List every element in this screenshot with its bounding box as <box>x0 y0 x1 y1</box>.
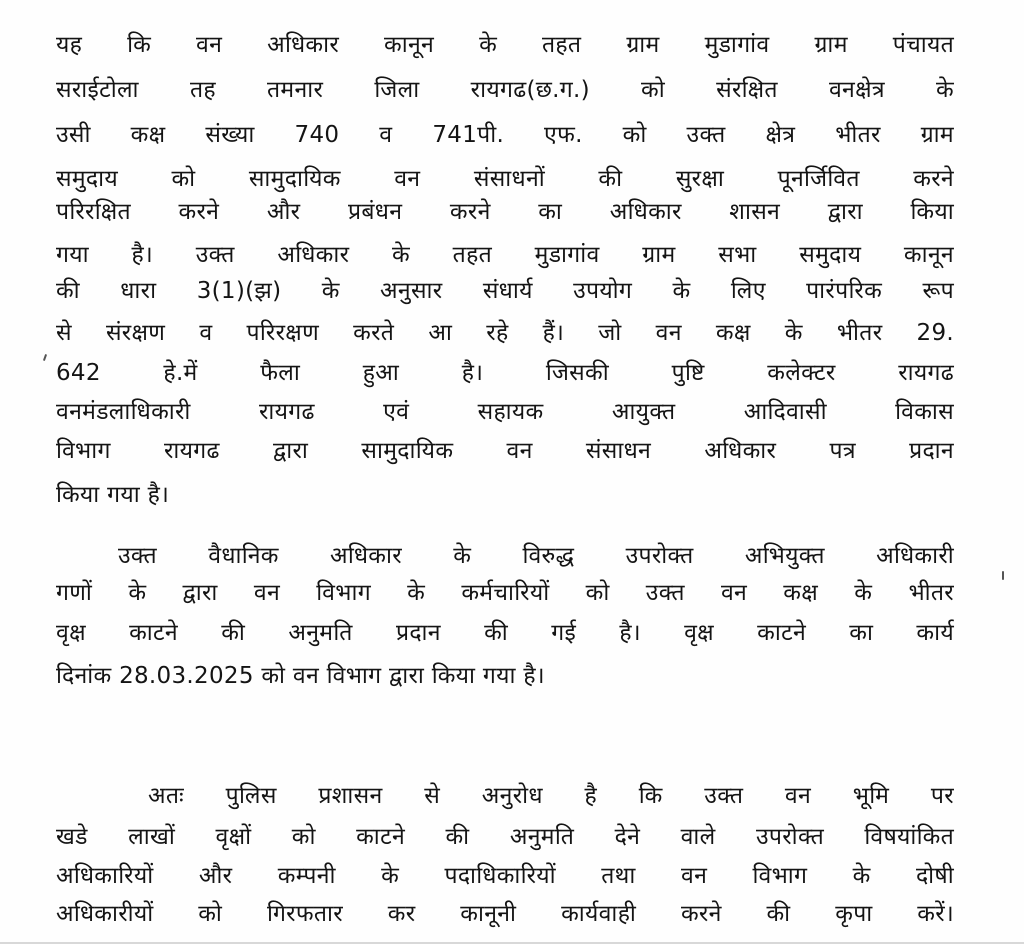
text-line: विभाग रायगढ द्वारा सामुदायिक वन संसाधन अधिकार पत्र प्रदान <box>56 438 954 464</box>
text-line: यह कि वन अधिकार कानून के तहत ग्राम मुडागांव ग्राम पंचायत <box>56 32 954 58</box>
text-line: से संरक्षण व परिरक्षण करते आ रहे हैं। जो वन कक्ष के भीतर 29. <box>56 320 954 346</box>
text-line: दिनांक 28.03.2025 को वन विभाग द्वारा किया गया है। <box>56 663 545 689</box>
text-line: अधिकारियों और कम्पनी के पदाधिकारियों तथा वन विभाग के दोषी <box>56 863 954 889</box>
text-line: अधिकारीयों को गिरफतार कर कानूनी कार्यवाही करने की कृपा करें। <box>56 901 954 927</box>
text-line: उक्त वैधानिक अधिकार के विरुद्ध उपरोक्त अभियुक्त अधिकारी <box>118 543 954 569</box>
text-line: सराईटोला तह तमनार जिला रायगढ(छ.ग.) को संरक्षित वनक्षेत्र के <box>56 77 954 103</box>
text-line: किया गया है। <box>56 482 170 508</box>
text-line: गया है। उक्त अधिकार के तहत मुडागांव ग्राम सभा समुदाय कानून <box>56 242 954 268</box>
scan-speck <box>1002 571 1004 580</box>
text-line: वनमंडलाधिकारी रायगढ एवं सहायक आयुक्त आदिवासी विकास <box>56 399 954 425</box>
text-line: 642 हे.में फैला हुआ है। जिसकी पुष्टि कलेक्टर रायगढ <box>56 360 954 386</box>
text-line: की धारा 3(1)(झ) के अनुसार संधार्य उपयोग के लिए पारंपरिक रूप <box>56 278 954 304</box>
text-line: गणों के द्वारा वन विभाग के कर्मचारियों को उक्त वन कक्ष के भीतर <box>56 580 954 606</box>
scan-speck <box>43 354 47 361</box>
text-line: अतः पुलिस प्रशासन से अनुरोध है कि उक्त वन भूमि पर <box>148 783 954 809</box>
text-line: समुदाय को सामुदायिक वन संसाधनों की सुरक्षा पूनर्जिवित करने <box>56 166 954 192</box>
text-line: खडे लाखों वृक्षों को काटने की अनुमति देने वाले उपरोक्त विषयांकित <box>56 824 954 850</box>
text-line: उसी कक्ष संख्या 740 व 741पी. एफ. को उक्त क्षेत्र भीतर ग्राम <box>56 122 954 148</box>
text-line: परिरक्षित करने और प्रबंधन करने का अधिकार शासन द्वारा किया <box>56 199 954 225</box>
text-line: वृक्ष काटने की अनुमति प्रदान की गई है। वृक्ष काटने का कार्य <box>56 620 954 646</box>
